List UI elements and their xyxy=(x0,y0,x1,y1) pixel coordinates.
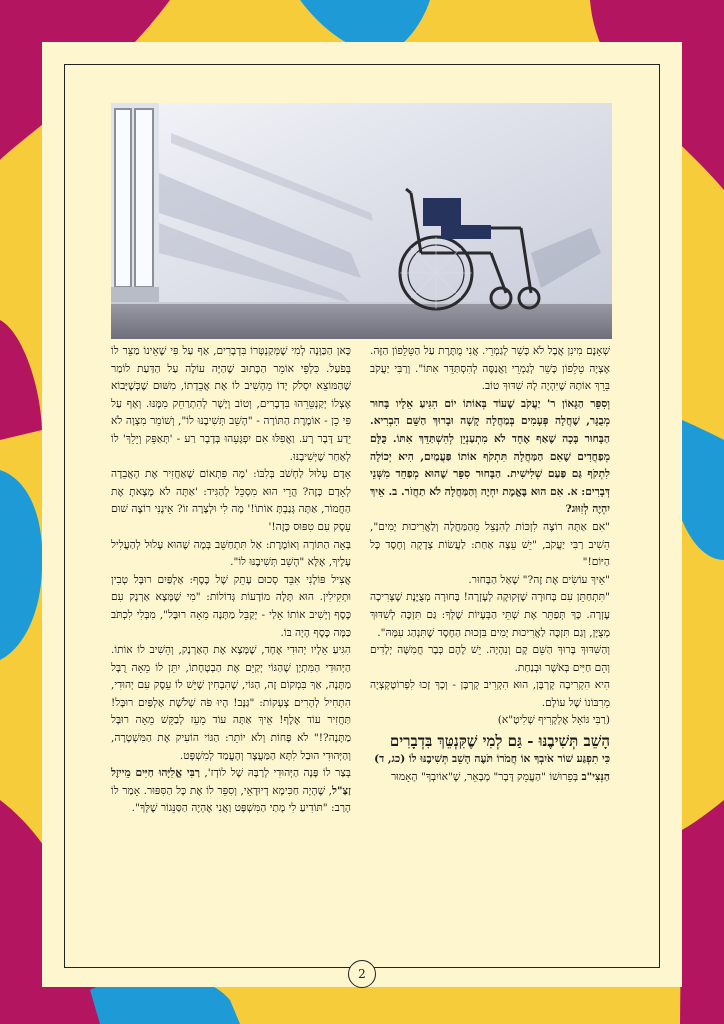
paragraph xyxy=(111,765,351,818)
paragraph: בָּאָה הַתּוֹרָה וְאוֹמֶרֶת: אַל תִּתְחַשֵּׁב בְּמָה שֶׁהוּא עָלוּל לְהַעֲלִיל עָלֶיךָ, אֶלָּא "הָשֵׁב תְּשִׁיבֶנּוּ לוֹ". xyxy=(111,538,351,569)
paragraph: שְׁאָנֶם מִינִן אֲבָל לֹא כָּשֵׁר לְגַמְרֵי. אֲנִי מֻתֶּרֶת עַל הַטֵּלֵפוֹן הַזֶּה. אֶצְיָה טֵלֵפוֹן כָּשֵׁר לְגַמְרֵי וַאֲנַסֶּה לְהִסְתַּדֵּר אִתּוֹ". וְרַבִּי יַעֲקֹב בֵּרֵךְ אוֹתָהּ שֶׁיִּהְיֶה לָהּ שִׁדּוּךְ טוֹב. xyxy=(370,345,610,393)
bold-text: וְסִפֵּר הַגָּאוֹן ר' יַעֲקֹב שֶׁעוֹד בְּאוֹתוֹ יוֹם הִגִּיעַ אֵלָיו בָּחוּר מְבֻגָּר, שֶׁחֲלָה פְּעָמִים בְּמַחֲלָה קָשָׁה וּבָרוּךְ הַשֵּׁם הִבְרִיא. הַבָּחוּר בָּכָה שֶׁאַף אֶחָד לֹא מִתְעַנְיֵן לְהִשְׁתַּדֵּךְ אִתּוֹ. כֻּלָּם מְפַחֲדִים שֶׁאִם הַמַּחֲלָה תִּתְקֹף אוֹתוֹ פַּעֲמַיִם, הִיא יְכוֹלָה לִתְקֹף גַּם פַּעַם שְׁלִישִׁית. הַבָּחוּר סִפֵּר שֶׁהוּא מְפַחֵד מִשְּׁנֵי דְּבָרִים: א. אִם הוּא בֶּאֱמֶת יִחְיֶה וְהַמַּחֲלָה לֹא תַחֲזֹר. ב. אֵיךְ יִהְיֶה לְזִוּוּג? xyxy=(370,397,610,516)
paragraph: כָּאן הַכַּוָּנָה לְמִי שֶׁמְּקַנְטְּרוֹ בִּדְבָרִים, אַף עַל פִּי שֶׁאֵינוֹ מַצֵּר לוֹ בְּפֹעַל. כִּלְפֵּי אוֹמֵר הַכָּתוּב שֶׁהַיָּה עוֹלֶה עַל הַדַּעַת לוֹמַר שֶׁהַמּוֹצֵא יִסְלֹק יָדוֹ מֵהָשִׁיב לוֹ אֶת אֲבֵדָתוֹ, מִשּׁוּם שֶׁכְּשֶׁיָּבוֹא אֶצְלוֹ יְקַנְטֵּרֵהוּ בִּדְבָרִים, וְטוֹב וְיָשָׁר לְהִתְרַחֵק מִמֶּנּוּ. וְאַף עַל פִּי כֵן - אוֹמֶרֶת הַתּוֹרָה - "הָשֵׁב תְּשִׁיבֶנּוּ לוֹ", וְשׁוֹמֵר מִצְוָה לֹא יֵדַע דָּבָר רָע. וַאֲפִלּוּ אִם יִפְגָּעֵהוּ בְּדָבָר רַע - 'תְּאַפֵּק וְיֵלֵךְ' לוֹ לְאַחַר שֶׁיְּשִׁיבֶנּוּ. xyxy=(111,345,351,463)
article-column-left xyxy=(111,343,351,818)
rabbi-name: רַבִּי אֱלִיָּהוּ חַיִּים מֵייזֶל זַצַ"ל xyxy=(111,767,351,797)
paragraph xyxy=(370,769,610,787)
paragraph-bold xyxy=(370,396,610,519)
paragraph-text: בְּצַר לוֹ פָּנָה הַיְּהוּדִי לְרַבָּהּ שֶׁל לוֹדְז', xyxy=(199,767,351,780)
paragraph-text: בְּפֵרוּשׁוֹ "הַעֲמֵק דָּבָר" מְבָאֵר, שֶׁ"אוֹיִבְךָ" הָאָמוּר xyxy=(390,770,582,783)
source-attribution: (רַבִּי גּוֹאֵל אֶלְקָרִיף שְׁלִיטָ"א) xyxy=(497,714,610,727)
paragraph: "אִם אַתָּה רוֹצֶה לִזְכּוֹת לְהִנָּצֵל מֵהַמַּחֲלָה וְלַאֲרִיכוּת יָמִים", הֵשִׁיב רַבִּי יַעֲקֹב, "יֵשׁ עֵצָה אַחַת: לַעֲשׂוֹת צְדָקָה וְחֶסֶד כָּל הַיּוֹם!" xyxy=(370,520,610,569)
paragraph: אֲצִיל פּוֹלָנִי אִבֵּד סְכוּם עָתֵק שֶׁל כֶּסֶף: אַלְפַּיִם רוּבָּל טְבִין וּתְקִילִין. הוּא תָּלָה מוֹדָעוֹת גְּדוֹלוֹת: "מִי שֶׁמָּצָא אַרְנָק עִם כֶּסֶף וְיָשִׁיב אוֹתוֹ אֵלַי - יְקַבֵּל מַתָּנָה מֵאָה רוּבָּל", מִבְּלִי לִכְתֹּב כַּמָּה כֶּסֶף הָיָה בּוֹ. xyxy=(111,573,351,639)
page-number: 2 xyxy=(348,960,376,988)
wheelchair-in-empty-room-photo xyxy=(111,103,612,339)
paragraph: אָדָם עָלוּל לַחְשֹׁב בְּלִבּוֹ: 'מָה פִּתְאוֹם שֶׁאַחֲזִיר אֶת הָאֲבֵדָה לְאָדָם כָּזֶה? הֲרֵי הוּא מִסְכֵּל לְהַגִּיד: 'אַתָּה לֹא מָצָאתָ אֶת הַחֲמוֹר, אַתָּה גְּנַבְתָּ אוֹתוֹ!' מָה לִי וּלְצָרָה זוֹ? אֵינֶנִּי רוֹצֶה שׁוּם עֵסֶק עִם טִפּוּס כָּזֶה!' xyxy=(111,468,351,533)
lead-word: הַנְּצִי"ב xyxy=(581,770,610,783)
verse-text: כִּי תִפְגַּע שׁוֹר אֹיִבְךָ אוֹ חֲמֹרוֹ תֹּעֶה הָשֵׁב תְּשִׁיבֶנּוּ לוֹ (כג, ד) xyxy=(374,753,610,766)
paragraph: "תִּתְחַתֵּן עִם בָּחוּרָה שֶׁזְּקוּקָה לְעֶזְרָה! בָּחוּרָה מְצֻיֶּנֶת שֶׁצְּרִיכָה עֶזְרָה. כָּךְ תְּפַתֵּר אֶת שְׁתֵּי הַבְּעָיוֹת שֶׁלְּךָ: גַּם תִּזְכֶּה לְשִׁדּוּךְ מְצֻיָּן, וְגַם תִּזְכֶּה לַאֲרִיכוּת יָמִים בִּזְכוּת הַחֶסֶד שֶׁתִּנְהַג עִמָּהּ". xyxy=(370,591,610,639)
paragraph: הִגִּיעַ אֵלָיו יְהוּדִי אֶחָד, שֶׁמָּצָא אֶת הָאַרְנָק, וְהֵשִׁיב לוֹ אוֹתוֹ. הַיְּהוּדִי הַמִּתְיָן שֶׁהַגּוֹי יְקַיֵּם אֶת הַבְטָחָתוֹ, יִתֵּן לוֹ מֵאָה רֻבָּל מַתָּנָה, אַךְ בִּמְקוֹם זֶה, הַגּוֹי, שֶׁהִבְחִין שֶׁיֵּשׁ לוֹ עֵסֶק עִם יְהוּדִי, הִתְחִיל לְהָרִים צְעָקוֹת: "גַּנָּב! הָיוּ פֹּה שְׁלֹשֶׁת אַלְפַּיִם רוּבָּל! תַּחֲזִיר עוֹד אֶלֶף! אֵיךְ אַתָּה עוֹד מֵעֵז לְבַקֵּשׁ מֵאָה רוּבָּל מַתָּנָה?!" לֹא פָּחוֹת וְלֹא יוֹתֵר: הַגּוֹי הוֹעִיק אֶת הַמִּשְׁטָרָה, וְהַיְּהוּדִי הוּבַל לִתָּא הַמַּעֲצָר וְהָעֳמַד לְמִשְׁפָּט. xyxy=(111,644,351,762)
verse-quote xyxy=(370,751,610,769)
paragraph: וְהַשִּׁדּוּךְ בָּרוּךְ הַשֵּׁם קָם וְנִהְיָה. יֵשׁ לָהֶם כְּבָר חֲמִשָּׁה יְלָדִים וְהֵם חַיִּים בְּאֹשֶׁר וּבְנַחַת. xyxy=(370,644,610,674)
paragraph: "אֵיךְ עוֹשִׂים אֶת זֶה?" שָׁאַל הַבָּחוּר. xyxy=(468,573,610,586)
paragraph: הִיא הִקְרִיבָה קָרְבָּן, הוּא הִקְרִיב קָרְבָּן - וְכָךְ זָכוּ לִפְרוֹטֶקְצְיָה מֵרִבּוֹנוֹ שֶׁל עוֹלָם. xyxy=(370,679,610,709)
paragraph-text: , שֶׁהָיָה חַכִּימָא דְיוּדָאֵי, וְסִפֵּר לוֹ אֶת כָּל הַסִּפּוּר. אָמַר לוֹ הָרַב: "תּוֹדִיעַ לִי מָתַי הַמִּשְׁפָּט וַאֲנִי אֶהְיֶה הַסַּנֵּגוֹר שֶׁלְּךָ". xyxy=(111,784,351,815)
section-heading: הָשֵׁב תְּשִׁיבֶנּוּ - גַּם לְמִי שֶׁקִּנְטֵּךְ בִּדְבָרִים xyxy=(389,732,610,751)
article-column-right xyxy=(370,343,610,786)
